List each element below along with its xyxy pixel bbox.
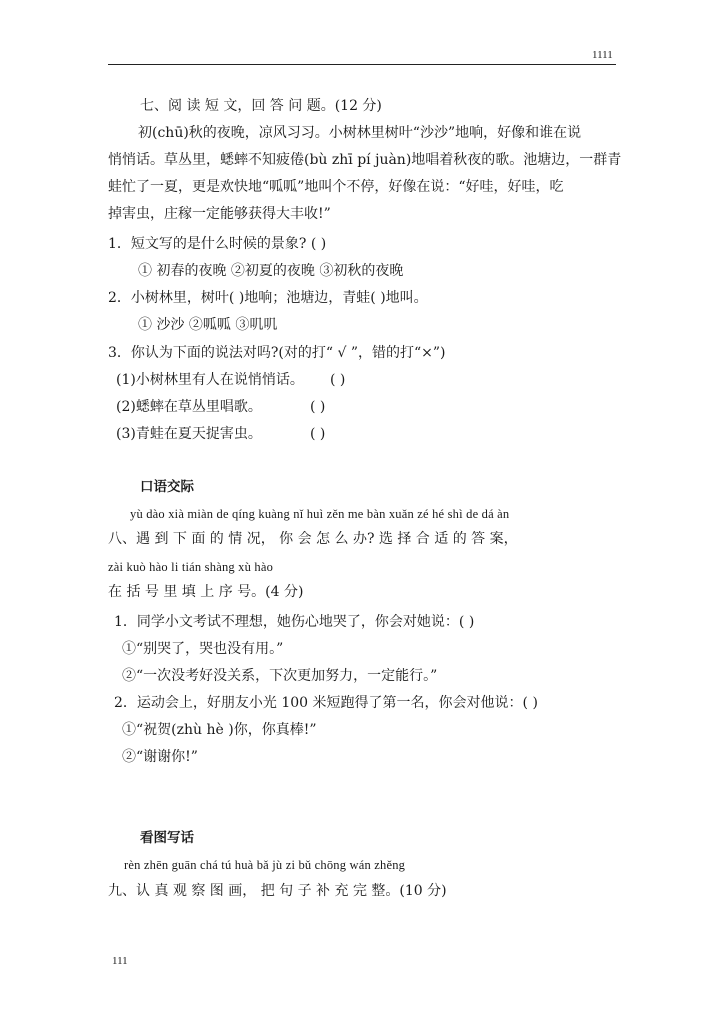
section8-pinyin-2: zài kuò hào li tián shàng xù hào — [108, 560, 274, 574]
s7-q3-item-3: (3)青蛙在夏天捉害虫。 — [116, 426, 262, 442]
header-rule — [108, 64, 616, 65]
section8-heading: 口语交际 — [140, 479, 194, 495]
s7-question-1: 1．短文写的是什么时候的景象? ( ) — [108, 236, 327, 252]
s8-q2-option-1: ①“祝贺(zhù hè )你，你真棒!” — [122, 722, 317, 738]
section9-pinyin: rèn zhēn guān chá tú huà bǎ jù zi bǔ chōng wán zhěng — [124, 858, 406, 872]
s8-question-1: 1．同学小文考试不理想，她伤心地哭了，你会对她说：( ) — [114, 614, 475, 630]
s7-q3-blank-3[interactable]: ( ) — [310, 426, 326, 442]
section8-line-1: 八、遇 到 下 面 的 情 况， 你 会 怎 么 办? 选 择 合 适 的 答 案， — [108, 531, 518, 547]
section9-line: 九、认 真 观 察 图 画， 把 句 子 补 充 完 整。(10 分) — [108, 883, 447, 899]
s7-question-2: 2．小树林里，树叶( )地响；池塘边，青蛙( )地叫。 — [108, 290, 428, 306]
passage-line-2: 悄悄话。草丛里，蟋蟀不知疲倦(bù zhī pí juàn)地唱着秋夜的歌。池塘边，一群青 — [108, 152, 622, 168]
s7-q3-item-2: (2)蟋蟀在草丛里唱歌。 — [116, 399, 262, 415]
s8-q2-option-2: ②“谢谢你!” — [122, 749, 198, 765]
section9-heading: 看图写话 — [140, 830, 194, 846]
section8-pinyin-1: yù dào xià miàn de qíng kuàng nǐ huì zěn me bàn xuǎn zé hé shì de dá àn — [130, 507, 510, 521]
s7-question-1-options: ① 初春的夜晚 ②初夏的夜晚 ③初秋的夜晚 — [138, 263, 404, 279]
passage-line-4: 掉害虫，庄稼一定能够获得大丰收!” — [108, 206, 331, 222]
passage-line-3: 蛙忙了一夏，更是欢快地“呱呱”地叫个不停，好像在说：“好哇，好哇，吃 — [108, 179, 564, 195]
section8-line-2: 在 括 号 里 填 上 序 号。(4 分) — [108, 584, 304, 600]
s8-q1-option-1: ①“别哭了，哭也没有用。” — [122, 641, 284, 657]
s7-q3-item-1: (1)小树林里有人在说悄悄话。 — [116, 372, 304, 388]
section7-title: 七、阅 读 短 文，回 答 问 题。(12 分) — [140, 98, 382, 114]
header-page-number: 1111 — [592, 49, 613, 61]
s7-q3-blank-2[interactable]: ( ) — [310, 399, 326, 415]
s8-q1-option-2: ②“一次没考好没关系，下次更加努力，一定能行。” — [122, 668, 438, 684]
footer-page-number: 111 — [112, 955, 128, 967]
s7-q3-blank-1[interactable]: ( ) — [330, 372, 346, 388]
passage-line-1: 初(chū)秋的夜晚，凉风习习。小树林里树叶“沙沙”地响，好像和谁在说 — [138, 125, 582, 141]
s7-question-3: 3．你认为下面的说法对吗?(对的打“ √ ”，错的打“×”) — [108, 345, 446, 361]
s8-question-2: 2．运动会上，好朋友小光 100 米短跑得了第一名，你会对他说：( ) — [114, 695, 538, 711]
s7-question-2-options: ① 沙沙 ②呱呱 ③叽叽 — [138, 317, 278, 333]
